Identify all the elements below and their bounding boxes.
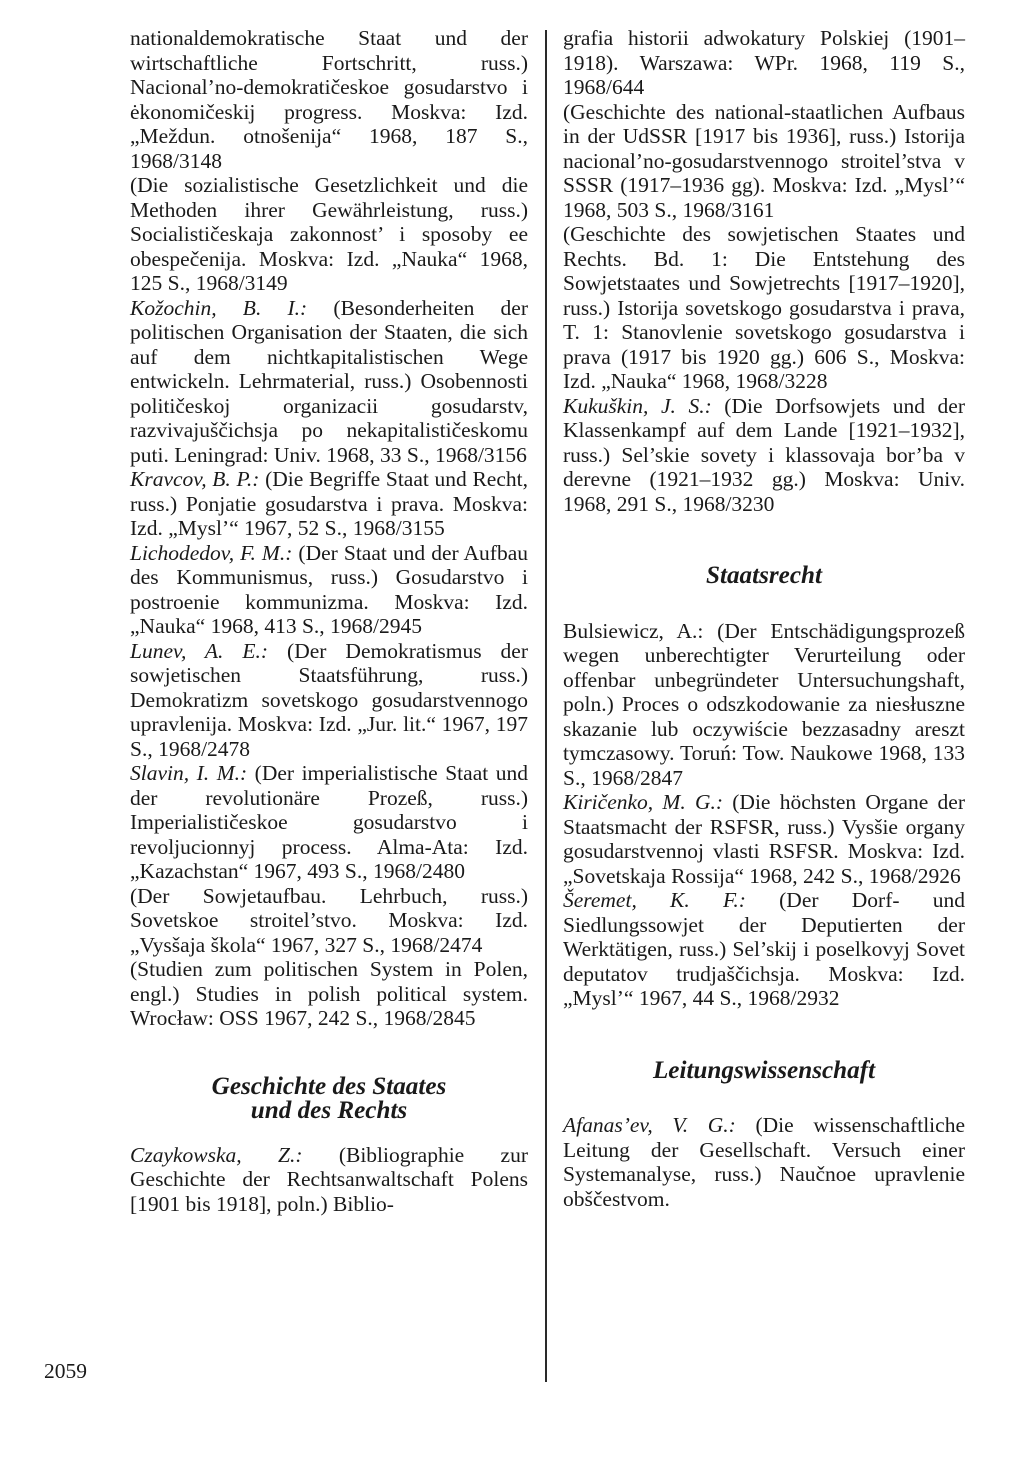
bibliography-entry	[563, 26, 965, 100]
section-heading-staatsrecht: Staatsrecht	[706, 562, 822, 589]
entry-author: Kravcov, B. P.:	[130, 467, 260, 491]
entry-text: (Der Staat und der Aufbau des Kommunismus, russ.) Gosudarstvo i postroenie kommunizma. Moskva: Izd. „Nauka“ 1968, 413 S., 1968/2945	[130, 540, 528, 638]
entries-geschichte-start	[130, 1143, 528, 1217]
entry-text: Bulsiewicz, A.: (Der Entschädigungsprozeß wegen unberechtigter Verurteilung oder offenbar unbegründeter Untersuchungshaft, poln.) Proces o odszkodowanie za niesłuszne skazanie lub oczywiście bezzasadny areszt tymczasowy. Toruń: Tow. Naukowe 1968, 133 S., 1968/2847	[563, 618, 965, 790]
entry-text: (Geschichte des national-staatlichen Aufbaus in der UdSSR [1917 bis 1936], russ.) Istorija nacional’no-gosudarstvennogo stroitel’stva v SSSR (1917–1936 gg). Moskva: Izd. „Mysl’“ 1968, 503 S., 1968/3161	[563, 99, 965, 222]
entry-text: (Die Begriffe Staat und Recht, russ.) Ponjatie gosudarstva i prava. Moskva: Izd. „Mysl’“ 1967, 52 S., 1968/3155	[130, 467, 528, 540]
bibliography-entry	[130, 173, 528, 296]
entries-geschichte-continued	[563, 26, 965, 516]
bibliography-entry	[563, 619, 965, 791]
section-heading-line-1: Geschichte des Staates	[211, 1072, 447, 1100]
bibliography-entry	[130, 296, 528, 468]
column-divider	[545, 30, 547, 1382]
entry-author: Slavin, I. M.:	[130, 761, 248, 785]
page-number: 2059	[44, 1359, 87, 1383]
entry-text: (Bibliographie zur Geschichte der Rechtsanwaltschaft Polens [1901 bis 1918], poln.) Biblio-	[130, 1142, 528, 1216]
entry-text: (Der imperialistische Staat und der revolutionäre Prozeß, russ.) Imperialističeskoe gosudarstvo i revoljucionnyj process. Alma-Ata: Izd. „Kazachstan“ 1967, 493 S., 1968/2480	[130, 761, 528, 883]
section-heading-leitungswissenschaft: Leitungswissenschaft	[652, 1056, 876, 1084]
entries-leitungswissenschaft	[563, 1113, 965, 1211]
bibliography-entry	[563, 222, 965, 394]
entry-author: Kiričenko, M. G.:	[563, 790, 724, 814]
bibliography-entry	[563, 1113, 965, 1211]
bibliography-entry	[563, 394, 965, 517]
bibliography-entry	[130, 541, 528, 639]
entry-author: Lichodedov, F. M.:	[130, 540, 293, 565]
left-column	[130, 26, 528, 1216]
bibliography-entry	[130, 467, 528, 541]
entry-text: (Der Demokratismus der sowjetischen Staatsführung, russ.) Demokratizm sovetskogo gosudarstvennogo upravlenija. Moskva: Izd. „Jur. lit.“ 1967, 197 S., 1968/2478	[130, 638, 529, 761]
entry-text: nationaldemokratische Staat und der wirtschaftliche Fortschritt, russ.) Nacional’no-demokratičeskoe gosudarstvo i ėkonomičeskij progress. Moskva: Izd. „Meždun. otnošenija“ 1968, 187 S., 1968/3148	[130, 26, 528, 173]
bibliography-entry	[130, 957, 528, 1031]
entry-text: (Studien zum politischen System in Polen, engl.) Studies in polish political system. Wrocław: OSS 1967, 242 S., 1968/2845	[130, 957, 528, 1030]
bibliography-entry	[130, 639, 528, 762]
entry-text: (Die Dorfsowjets und der Klassenkampf auf dem Lande [1921–1932], russ.) Sel’skie sovety i klassovaja bor’ba v derevne (1921–1932 gg.) Moskva: Univ. 1968, 291 S., 1968/3230	[563, 393, 965, 516]
entry-text: (Die wissenschaftliche Leitung der Gesellschaft. Versuch einer Systemanalyse, russ.) Naučnoe upravlenie obščestvom.	[563, 1113, 965, 1211]
entries-staatsrecht	[563, 619, 965, 1011]
bibliography-entry	[130, 761, 528, 884]
bibliography-entry	[130, 884, 528, 958]
entries-before-geschichte	[130, 26, 528, 1031]
entry-author: Šeremet, K. F.:	[563, 888, 746, 912]
entry-text: (Besonderheiten der politischen Organisation der Staaten, die sich auf dem nichtkapitalistischen Wege entwickeln. Lehrmaterial, russ.) Osobennosti političeskoj organizacii gosudarstv, razvivajuščichsja po nekapitalističeskomu puti. Leningrad: Univ. 1968, 33 S., 1968/3156	[130, 295, 528, 467]
bibliography-entry	[563, 790, 965, 888]
entry-author: Kukuškin, J. S.:	[563, 393, 712, 418]
right-column	[563, 26, 965, 1211]
entry-text: (Die sozialistische Gesetzlichkeit und die Methoden ihrer Gewährleistung, russ.) Socialističeskaja zakonnost’ i sposoby ee obespečenija. Moskva: Izd. „Nauka“ 1968, 125 S., 1968/3149	[130, 173, 528, 295]
bibliography-entry	[130, 1143, 528, 1217]
bibliography-entry	[563, 100, 965, 223]
entry-author: Kožochin, B. I.:	[130, 295, 308, 320]
entry-text: (Geschichte des sowjetischen Staates und Rechts. Bd. 1: Die Entstehung des Sowjetstaates und Sowjetrechts [1917–1920], russ.) Istorija sovetskogo gosudarstva i prava, T. 1: Stanovlenie sovetskogo gosudarstva i prava (1917 bis 1920 gg.) 606 S., Moskva: Izd. „Nauka“ 1968, 1968/3228	[563, 222, 965, 393]
bibliography-entry	[130, 26, 528, 173]
section-heading-line-2: und des Rechts	[250, 1097, 408, 1124]
entry-author: Afanas’ev, V. G.:	[563, 1113, 736, 1137]
section-heading-geschichte	[130, 1072, 528, 1124]
entry-text: (Die höchsten Organe der Staatsmacht der RSFSR, russ.) Vysšie organy gosudarstvennoj vlasti RSFSR. Moskva: Izd. „Sovetskaja Rossija“ 1968, 242 S., 1968/2926	[563, 790, 965, 888]
entry-text: (Der Dorf- und Siedlungssowjet der Deputierten der Werktätigen, russ.) Sel’skij i poselkovyj Sovet deputatov trudjaščichsja. Moskva: Izd. „Mysl’“ 1967, 44 S., 1968/2932	[563, 888, 965, 1010]
entry-author: Lunev, A. E.:	[130, 638, 269, 663]
entry-text: grafia historii adwokatury Polskiej (1901–1918). Warszawa: WPr. 1968, 119 S., 1968/644	[563, 26, 965, 99]
entry-text: (Der Sowjetaufbau. Lehrbuch, russ.) Sovetskoe stroitel’stvo. Moskva: Izd. „Vysšaja škola“ 1967, 327 S., 1968/2474	[130, 883, 528, 957]
entry-author: Czaykowska, Z.:	[130, 1142, 303, 1167]
bibliography-entry	[563, 888, 965, 1011]
